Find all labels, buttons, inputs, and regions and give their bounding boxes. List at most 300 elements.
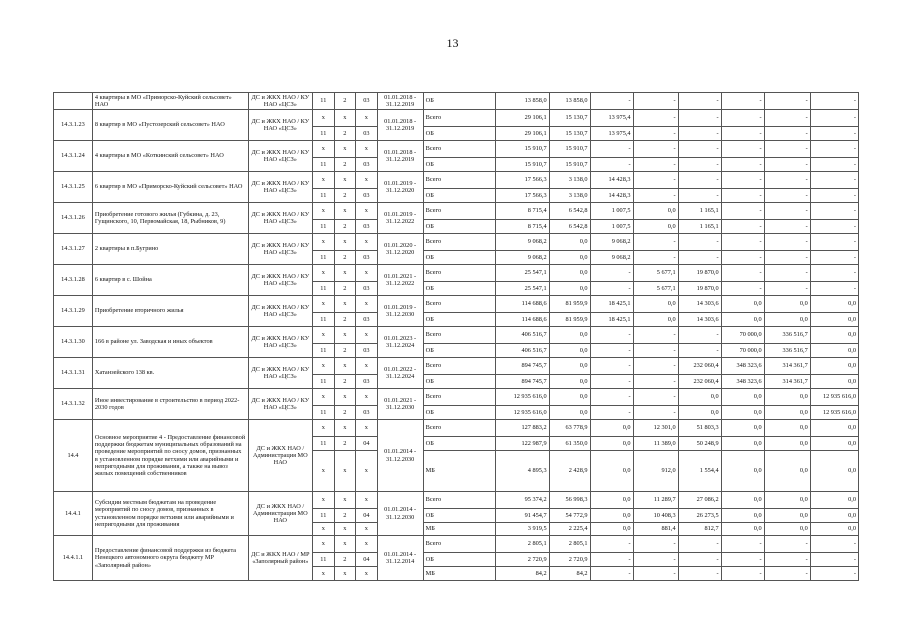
page-number: 13 bbox=[446, 36, 459, 50]
executor-cell: ДС и ЖКХ НАО / КУ НАО «ЦСЗ» bbox=[248, 234, 313, 265]
amount-cell: - bbox=[678, 536, 721, 553]
item-code-cell: 14.3.1.25 bbox=[54, 172, 93, 203]
amount-cell: 25 547,1 bbox=[496, 265, 549, 282]
amount-cell: - bbox=[590, 265, 633, 282]
budget-code-cell: х bbox=[313, 110, 335, 127]
budget-code-cell: х bbox=[334, 327, 356, 344]
amount-cell: 0,0 bbox=[810, 437, 858, 451]
budget-code-cell: 2 bbox=[334, 251, 356, 265]
amount-cell: 0,0 bbox=[764, 509, 810, 523]
amount-cell: 8 715,4 bbox=[496, 203, 549, 220]
period-cell: 01.01.2023 - 31.12.2024 bbox=[377, 327, 423, 358]
amount-cell: - bbox=[721, 282, 764, 296]
period-cell: 01.01.2014 - 31.12.2014 bbox=[377, 536, 423, 581]
amount-cell: - bbox=[764, 110, 810, 127]
budget-code-cell: х bbox=[334, 420, 356, 437]
amount-cell: 1 554,4 bbox=[678, 451, 721, 492]
amount-cell: - bbox=[764, 203, 810, 220]
amount-cell: 3 138,0 bbox=[549, 189, 590, 203]
item-name-cell: Субсидии местным бюджетам на проведение мероприятий по сносу домов, признанных в установленном порядке ветхими или аварийными и непригодными для проживания bbox=[92, 492, 248, 536]
amount-cell: - bbox=[633, 93, 678, 110]
budget-code-cell: 11 bbox=[313, 189, 335, 203]
amount-cell: 0,0 bbox=[549, 406, 590, 420]
item-name-cell: 166 в районе ул. Заводская и иных объектов bbox=[92, 327, 248, 358]
amount-cell: - bbox=[678, 158, 721, 172]
amount-cell: 70 000,0 bbox=[721, 344, 764, 358]
budget-code-cell: 11 bbox=[313, 93, 335, 110]
amount-cell: 0,0 bbox=[810, 327, 858, 344]
amount-cell: - bbox=[590, 327, 633, 344]
amount-cell: - bbox=[590, 553, 633, 567]
amount-cell: 4 895,3 bbox=[496, 451, 549, 492]
budget-code-cell: х bbox=[334, 234, 356, 251]
amount-cell: 122 987,9 bbox=[496, 437, 549, 451]
amount-cell: 812,7 bbox=[678, 523, 721, 536]
budget-code-cell: 2 bbox=[334, 282, 356, 296]
budget-code-cell: 04 bbox=[356, 437, 378, 451]
amount-cell: - bbox=[764, 251, 810, 265]
amount-cell: 15 910,7 bbox=[496, 158, 549, 172]
amount-cell: - bbox=[590, 93, 633, 110]
amount-cell: - bbox=[590, 282, 633, 296]
funding-source-cell: Всего bbox=[423, 141, 496, 158]
amount-cell: 51 803,3 bbox=[678, 420, 721, 437]
budget-code-cell: х bbox=[334, 451, 356, 492]
amount-cell: 0,0 bbox=[721, 451, 764, 492]
amount-cell: 15 910,7 bbox=[549, 158, 590, 172]
amount-cell: - bbox=[810, 220, 858, 234]
amount-cell: 0,0 bbox=[810, 523, 858, 536]
amount-cell: 18 425,1 bbox=[590, 313, 633, 327]
amount-cell: - bbox=[721, 189, 764, 203]
amount-cell: - bbox=[721, 220, 764, 234]
amount-cell: - bbox=[764, 93, 810, 110]
amount-cell: 29 106,1 bbox=[496, 110, 549, 127]
budget-code-cell: 11 bbox=[313, 251, 335, 265]
amount-cell: - bbox=[590, 375, 633, 389]
item-code-cell: 14.3.1.27 bbox=[54, 234, 93, 265]
amount-cell: - bbox=[678, 567, 721, 581]
funding-source-cell: МБ bbox=[423, 523, 496, 536]
budget-code-cell: 03 bbox=[356, 251, 378, 265]
item-name-cell: Иное инвестирование в строительство в период 2022-2030 годов bbox=[92, 389, 248, 420]
amount-cell: - bbox=[633, 536, 678, 553]
budget-code-cell: х bbox=[356, 523, 378, 536]
table-row bbox=[54, 389, 859, 406]
item-name-cell: 8 квартир в МО «Пустозерский сельсовет» НАО bbox=[92, 110, 248, 141]
amount-cell: 14 428,3 bbox=[590, 189, 633, 203]
budget-code-cell: 03 bbox=[356, 127, 378, 141]
budget-code-cell: 2 bbox=[334, 406, 356, 420]
table-row bbox=[54, 93, 859, 110]
funding-source-cell: ОБ bbox=[423, 189, 496, 203]
funding-source-cell: Всего bbox=[423, 389, 496, 406]
amount-cell: - bbox=[678, 141, 721, 158]
amount-cell: 13 975,4 bbox=[590, 127, 633, 141]
amount-cell: 314 361,7 bbox=[764, 358, 810, 375]
budget-code-cell: 03 bbox=[356, 158, 378, 172]
amount-cell: 0,0 bbox=[810, 313, 858, 327]
amount-cell: 0,0 bbox=[721, 523, 764, 536]
budget-code-cell: х bbox=[356, 327, 378, 344]
amount-cell: 2 805,1 bbox=[549, 536, 590, 553]
executor-cell: ДС и ЖКХ НАО / Администрация МО НАО bbox=[248, 492, 313, 536]
amount-cell: - bbox=[764, 234, 810, 251]
table-row bbox=[54, 420, 859, 437]
budget-code-cell: 04 bbox=[356, 509, 378, 523]
budget-code-cell: х bbox=[356, 234, 378, 251]
funding-source-cell: ОБ bbox=[423, 313, 496, 327]
amount-cell: - bbox=[633, 141, 678, 158]
budget-code-cell: 11 bbox=[313, 158, 335, 172]
executor-cell: ДС и ЖКХ НАО / КУ НАО «ЦСЗ» bbox=[248, 203, 313, 234]
budget-code-cell: х bbox=[356, 389, 378, 406]
budget-code-cell: х bbox=[313, 358, 335, 375]
amount-cell: - bbox=[721, 536, 764, 553]
item-code-cell: 14.4 bbox=[54, 420, 93, 492]
amount-cell: 0,0 bbox=[549, 327, 590, 344]
amount-cell: 1 165,1 bbox=[678, 220, 721, 234]
amount-cell: - bbox=[764, 189, 810, 203]
amount-cell: - bbox=[721, 127, 764, 141]
amount-cell: 12 301,0 bbox=[633, 420, 678, 437]
budget-code-cell: 11 bbox=[313, 313, 335, 327]
amount-cell: 0,0 bbox=[764, 389, 810, 406]
budget-code-cell: х bbox=[356, 451, 378, 492]
funding-source-cell: ОБ bbox=[423, 344, 496, 358]
executor-cell: ДС и ЖКХ НАО / КУ НАО «ЦСЗ» bbox=[248, 93, 313, 110]
amount-cell: 91 454,7 bbox=[496, 509, 549, 523]
amount-cell: - bbox=[678, 93, 721, 110]
item-name-cell: Предоставление финансовой поддержки из бюджета Ненецкого автономного округа бюджету МР «Заполярный район» bbox=[92, 536, 248, 581]
amount-cell: 84,2 bbox=[549, 567, 590, 581]
funding-source-cell: Всего bbox=[423, 492, 496, 509]
funding-source-cell: ОБ bbox=[423, 127, 496, 141]
amount-cell: 0,0 bbox=[810, 509, 858, 523]
amount-cell: 12 935 616,0 bbox=[810, 389, 858, 406]
table-row bbox=[54, 358, 859, 375]
amount-cell: 13 858,0 bbox=[549, 93, 590, 110]
amount-cell: - bbox=[810, 567, 858, 581]
amount-cell: - bbox=[721, 141, 764, 158]
budget-code-cell: 11 bbox=[313, 375, 335, 389]
executor-cell: ДС и ЖКХ НАО / КУ НАО «ЦСЗ» bbox=[248, 110, 313, 141]
item-name-cell: 4 квартиры в МО «Коткинский сельсовет» НАО bbox=[92, 141, 248, 172]
amount-cell: - bbox=[764, 127, 810, 141]
budget-code-cell: х bbox=[334, 203, 356, 220]
item-code-cell: 14.3.1.24 bbox=[54, 141, 93, 172]
budget-code-cell: 2 bbox=[334, 158, 356, 172]
amount-cell: 114 688,6 bbox=[496, 313, 549, 327]
table-row bbox=[54, 492, 859, 509]
amount-cell: 0,0 bbox=[678, 389, 721, 406]
amount-cell: 1 165,1 bbox=[678, 203, 721, 220]
amount-cell: 19 870,0 bbox=[678, 265, 721, 282]
budget-code-cell: х bbox=[356, 567, 378, 581]
funding-source-cell: МБ bbox=[423, 451, 496, 492]
amount-cell: 0,0 bbox=[549, 344, 590, 358]
amount-cell: 894 745,7 bbox=[496, 358, 549, 375]
item-code-cell: 14.3.1.30 bbox=[54, 327, 93, 358]
executor-cell: ДС и ЖКХ НАО / Администрация МО НАО bbox=[248, 420, 313, 492]
amount-cell: 12 935 616,0 bbox=[496, 389, 549, 406]
amount-cell: 0,0 bbox=[721, 406, 764, 420]
item-code-cell: 14.4.1 bbox=[54, 492, 93, 536]
funding-source-cell: ОБ bbox=[423, 93, 496, 110]
amount-cell: - bbox=[678, 553, 721, 567]
budget-code-cell: 03 bbox=[356, 344, 378, 358]
funding-source-cell: ОБ bbox=[423, 220, 496, 234]
funding-source-cell: ОБ bbox=[423, 251, 496, 265]
amount-cell: 0,0 bbox=[590, 451, 633, 492]
amount-cell: 50 248,9 bbox=[678, 437, 721, 451]
amount-cell: - bbox=[810, 189, 858, 203]
budget-code-cell: х bbox=[313, 296, 335, 313]
amount-cell: 6 542,8 bbox=[549, 203, 590, 220]
budget-code-cell: х bbox=[334, 523, 356, 536]
amount-cell: 912,0 bbox=[633, 451, 678, 492]
budget-code-cell: 2 bbox=[334, 375, 356, 389]
budget-code-cell: 03 bbox=[356, 313, 378, 327]
amount-cell: 0,0 bbox=[549, 234, 590, 251]
amount-cell: 0,0 bbox=[633, 203, 678, 220]
period-cell: 01.01.2014 - 31.12.2030 bbox=[377, 492, 423, 536]
amount-cell: 348 323,6 bbox=[721, 358, 764, 375]
budget-code-cell: х bbox=[313, 141, 335, 158]
budget-code-cell: х bbox=[313, 234, 335, 251]
amount-cell: 0,0 bbox=[810, 420, 858, 437]
item-name-cell: 6 квартир в МО «Приморско-Куйский сельсовет» НАО bbox=[92, 172, 248, 203]
amount-cell: - bbox=[590, 358, 633, 375]
executor-cell: ДС и ЖКХ НАО / КУ НАО «ЦСЗ» bbox=[248, 141, 313, 172]
amount-cell: 1 007,5 bbox=[590, 220, 633, 234]
funding-source-cell: Всего bbox=[423, 358, 496, 375]
amount-cell: - bbox=[633, 172, 678, 189]
period-cell: 01.01.2019 - 31.12.2030 bbox=[377, 296, 423, 327]
amount-cell: 8 715,4 bbox=[496, 220, 549, 234]
amount-cell: - bbox=[764, 158, 810, 172]
executor-cell: ДС и ЖКХ НАО / КУ НАО «ЦСЗ» bbox=[248, 358, 313, 389]
amount-cell: 25 547,1 bbox=[496, 282, 549, 296]
amount-cell: 0,0 bbox=[721, 313, 764, 327]
budget-code-cell: х bbox=[313, 265, 335, 282]
amount-cell: 10 408,3 bbox=[633, 509, 678, 523]
table-row bbox=[54, 296, 859, 313]
budget-code-cell: х bbox=[313, 172, 335, 189]
amount-cell: 0,0 bbox=[590, 509, 633, 523]
amount-cell: - bbox=[764, 220, 810, 234]
amount-cell: - bbox=[678, 251, 721, 265]
amount-cell: - bbox=[721, 265, 764, 282]
amount-cell: 0,0 bbox=[764, 523, 810, 536]
amount-cell: 0,0 bbox=[721, 389, 764, 406]
amount-cell: - bbox=[633, 158, 678, 172]
budget-code-cell: х bbox=[356, 536, 378, 553]
amount-cell: - bbox=[810, 158, 858, 172]
amount-cell: 0,0 bbox=[764, 406, 810, 420]
period-cell: 01.01.2021 - 31.12.2022 bbox=[377, 265, 423, 296]
amount-cell: - bbox=[810, 536, 858, 553]
amount-cell: - bbox=[721, 251, 764, 265]
funding-source-cell: ОБ bbox=[423, 509, 496, 523]
table-row bbox=[54, 110, 859, 127]
period-cell: 01.01.2020 - 31.12.2020 bbox=[377, 234, 423, 265]
budget-code-cell: х bbox=[313, 536, 335, 553]
amount-cell: 9 068,2 bbox=[496, 251, 549, 265]
budget-code-cell: 03 bbox=[356, 189, 378, 203]
amount-cell: 14 428,3 bbox=[590, 172, 633, 189]
budget-code-cell: 2 bbox=[334, 553, 356, 567]
period-cell: 01.01.2018 - 31.12.2019 bbox=[377, 141, 423, 172]
amount-cell: - bbox=[721, 172, 764, 189]
budget-code-cell: х bbox=[356, 265, 378, 282]
amount-cell: 9 068,2 bbox=[496, 234, 549, 251]
budget-code-cell: 11 bbox=[313, 282, 335, 296]
budget-code-cell: 11 bbox=[313, 344, 335, 358]
table-row bbox=[54, 536, 859, 553]
amount-cell: - bbox=[721, 234, 764, 251]
program-table bbox=[53, 92, 859, 581]
budget-code-cell: 2 bbox=[334, 509, 356, 523]
budget-code-cell: х bbox=[334, 265, 356, 282]
amount-cell: 9 068,2 bbox=[590, 251, 633, 265]
budget-code-cell: х bbox=[313, 492, 335, 509]
amount-cell: - bbox=[678, 127, 721, 141]
amount-cell: 314 361,7 bbox=[764, 375, 810, 389]
funding-source-cell: ОБ bbox=[423, 282, 496, 296]
budget-code-cell: х bbox=[313, 523, 335, 536]
funding-source-cell: МБ bbox=[423, 567, 496, 581]
item-code-cell: 14.3.1.31 bbox=[54, 358, 93, 389]
amount-cell: 232 060,4 bbox=[678, 358, 721, 375]
amount-cell: - bbox=[764, 567, 810, 581]
executor-cell: ДС и ЖКХ НАО / КУ НАО «ЦСЗ» bbox=[248, 327, 313, 358]
budget-code-cell: 2 bbox=[334, 437, 356, 451]
amount-cell: 0,0 bbox=[810, 296, 858, 313]
budget-code-cell: х bbox=[334, 110, 356, 127]
amount-cell: - bbox=[590, 141, 633, 158]
period-cell: 01.01.2014 - 31.12.2030 bbox=[377, 420, 423, 492]
amount-cell: 26 273,5 bbox=[678, 509, 721, 523]
amount-cell: - bbox=[633, 127, 678, 141]
amount-cell: 14 303,6 bbox=[678, 296, 721, 313]
item-name-cell: Приобретение готового жилья (Губкина, д. 23, Гущинского, 10, Первомайская, 18, Рыбников, 9) bbox=[92, 203, 248, 234]
amount-cell: 19 870,0 bbox=[678, 282, 721, 296]
budget-code-cell: х bbox=[356, 203, 378, 220]
amount-cell: 54 772,9 bbox=[549, 509, 590, 523]
amount-cell: 3 138,0 bbox=[549, 172, 590, 189]
amount-cell: - bbox=[810, 265, 858, 282]
item-name-cell: Приобретение вторичного жилья bbox=[92, 296, 248, 327]
amount-cell: 0,0 bbox=[633, 220, 678, 234]
amount-cell: - bbox=[590, 567, 633, 581]
amount-cell: - bbox=[810, 127, 858, 141]
amount-cell: - bbox=[633, 344, 678, 358]
funding-source-cell: Всего bbox=[423, 536, 496, 553]
amount-cell: - bbox=[721, 203, 764, 220]
budget-code-cell: 2 bbox=[334, 93, 356, 110]
amount-cell: - bbox=[678, 344, 721, 358]
amount-cell: 2 428,9 bbox=[549, 451, 590, 492]
amount-cell: 15 910,7 bbox=[496, 141, 549, 158]
amount-cell: - bbox=[678, 327, 721, 344]
amount-cell: 0,0 bbox=[764, 492, 810, 509]
budget-code-cell: х bbox=[356, 296, 378, 313]
budget-code-cell: х bbox=[313, 451, 335, 492]
amount-cell: 0,0 bbox=[633, 313, 678, 327]
amount-cell: 0,0 bbox=[764, 296, 810, 313]
amount-cell: - bbox=[764, 553, 810, 567]
amount-cell: 18 425,1 bbox=[590, 296, 633, 313]
amount-cell: - bbox=[810, 203, 858, 220]
budget-code-cell: х bbox=[356, 110, 378, 127]
budget-code-cell: 03 bbox=[356, 220, 378, 234]
amount-cell: 81 959,9 bbox=[549, 296, 590, 313]
budget-code-cell: 04 bbox=[356, 553, 378, 567]
amount-cell: 0,0 bbox=[633, 296, 678, 313]
amount-cell: - bbox=[633, 406, 678, 420]
period-cell: 01.01.2022 - 31.12.2024 bbox=[377, 358, 423, 389]
budget-code-cell: х bbox=[334, 141, 356, 158]
amount-cell: 6 542,8 bbox=[549, 220, 590, 234]
amount-cell: 0,0 bbox=[678, 406, 721, 420]
amount-cell: 15 130,7 bbox=[549, 127, 590, 141]
budget-code-cell: 11 bbox=[313, 220, 335, 234]
budget-code-cell: 2 bbox=[334, 220, 356, 234]
amount-cell: 9 068,2 bbox=[590, 234, 633, 251]
executor-cell: ДС и ЖКХ НАО / МР «Заполярный район» bbox=[248, 536, 313, 581]
budget-code-cell: х bbox=[313, 327, 335, 344]
amount-cell: 61 350,0 bbox=[549, 437, 590, 451]
amount-cell: 348 323,6 bbox=[721, 375, 764, 389]
budget-code-cell: х bbox=[334, 358, 356, 375]
budget-code-cell: х bbox=[356, 172, 378, 189]
budget-code-cell: 11 bbox=[313, 437, 335, 451]
item-code-cell: 14.3.1.26 bbox=[54, 203, 93, 234]
budget-code-cell: 03 bbox=[356, 93, 378, 110]
amount-cell: 84,2 bbox=[496, 567, 549, 581]
amount-cell: 0,0 bbox=[721, 437, 764, 451]
funding-source-cell: ОБ bbox=[423, 375, 496, 389]
amount-cell: 0,0 bbox=[721, 420, 764, 437]
amount-cell: 406 516,7 bbox=[496, 344, 549, 358]
budget-code-cell: х bbox=[313, 420, 335, 437]
amount-cell: 0,0 bbox=[764, 437, 810, 451]
budget-code-cell: х bbox=[334, 567, 356, 581]
amount-cell: 0,0 bbox=[549, 265, 590, 282]
amount-cell: 81 959,9 bbox=[549, 313, 590, 327]
amount-cell: 0,0 bbox=[764, 420, 810, 437]
amount-cell: - bbox=[633, 389, 678, 406]
amount-cell: 5 677,1 bbox=[633, 282, 678, 296]
amount-cell: - bbox=[764, 265, 810, 282]
amount-cell: - bbox=[633, 189, 678, 203]
budget-code-cell: х bbox=[334, 172, 356, 189]
table-row bbox=[54, 327, 859, 344]
budget-code-cell: х bbox=[356, 358, 378, 375]
amount-cell: - bbox=[810, 110, 858, 127]
table-row bbox=[54, 203, 859, 220]
funding-source-cell: Всего bbox=[423, 110, 496, 127]
table-row bbox=[54, 234, 859, 251]
executor-cell: ДС и ЖКХ НАО / КУ НАО «ЦСЗ» bbox=[248, 389, 313, 420]
amount-cell: - bbox=[590, 406, 633, 420]
amount-cell: 0,0 bbox=[810, 375, 858, 389]
amount-cell: 15 910,7 bbox=[549, 141, 590, 158]
amount-cell: 336 516,7 bbox=[764, 327, 810, 344]
amount-cell: - bbox=[764, 536, 810, 553]
amount-cell: 336 516,7 bbox=[764, 344, 810, 358]
